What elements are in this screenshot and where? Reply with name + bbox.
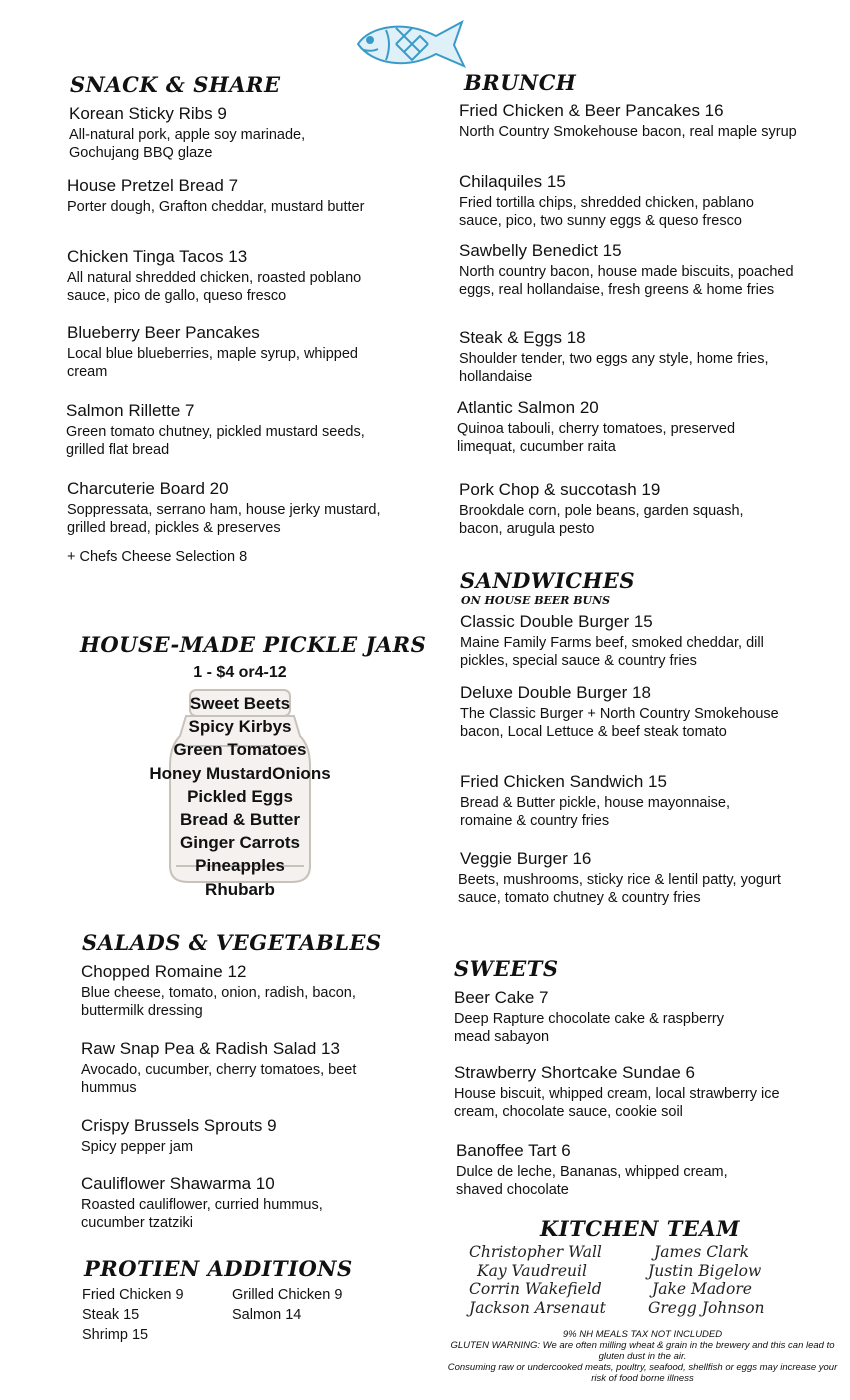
item-name: Deluxe Double Burger 18 (460, 683, 651, 702)
item-description: Quinoa tabouli, cherry tomatoes, preserved limequat, cucumber raita (457, 421, 736, 455)
item-name: Crispy Brussels Sprouts 9 (81, 1116, 277, 1135)
protein-item: Salmon 14 (232, 1307, 302, 1323)
pickle-item: Ginger Carrots (180, 833, 300, 853)
snack-item (67, 247, 377, 305)
snack-section-title: SNACK & SHARE (70, 72, 281, 97)
pickle-item: Rhubarb (205, 879, 275, 899)
team-member: Corrin Wakefield (469, 1280, 602, 1298)
item-name: Classic Double Burger 15 (460, 612, 653, 631)
item-description: The Classic Burger + North Country Smokehouse bacon, Local Lettuce & beef steak tomato (460, 706, 779, 740)
sweets-item (454, 1063, 794, 1121)
protein-section-title: PROTIEN ADDITIONS (84, 1256, 353, 1281)
gluten-warning: GLUTEN WARNING: We are often milling wheat & grain in the brewery and this can lead to gluten dust in the air. (450, 1340, 835, 1362)
brunch-item (459, 101, 799, 141)
item-description: House biscuit, whipped cream, local strawberry ice cream, chocolate sauce, cookie soil (454, 1086, 780, 1120)
item-name: Atlantic Salmon 20 (457, 398, 599, 417)
pickle-item: Spicy Kirbys (188, 717, 292, 737)
item-description: Porter dough, Grafton cheddar, mustard butter (67, 199, 365, 215)
protein-item: Steak 15 (82, 1307, 140, 1323)
kitchen-team-left (469, 1243, 606, 1317)
item-name: Chilaquiles 15 (459, 172, 566, 191)
item-description: Dulce de leche, Bananas, whipped cream, shaved chocolate (456, 1164, 728, 1198)
item-name: Blueberry Beer Pancakes (67, 323, 260, 342)
team-member: Kay Vaudreuil (477, 1261, 587, 1280)
item-name: Pork Chop & succotash 19 (459, 480, 661, 499)
item-name: Banoffee Tart 6 (456, 1141, 571, 1160)
item-name: Korean Sticky Ribs 9 (69, 104, 227, 123)
sweets-section-title: SWEETS (454, 956, 559, 981)
sandwich-item (460, 772, 780, 830)
cheese-selection-addon: + Chefs Cheese Selection 8 (67, 549, 248, 565)
snack-item (66, 401, 366, 459)
salad-item (81, 1174, 381, 1232)
team-member: Justin Bigelow (648, 1261, 762, 1280)
pickle-item: Bread & Butter (180, 810, 300, 830)
sandwiches-subtitle: ON HOUSE BEER BUNS (461, 594, 611, 607)
item-name: Steak & Eggs 18 (459, 328, 586, 347)
salad-item (81, 1116, 381, 1156)
item-name: Cauliflower Shawarma 10 (81, 1174, 275, 1193)
item-description: All natural shredded chicken, roasted poblano sauce, pico de gallo, queso fresco (67, 270, 362, 304)
kitchen-team-right (648, 1243, 765, 1317)
protein-item: Fried Chicken 9 (82, 1287, 184, 1303)
item-description: Roasted cauliflower, curried hummus, cucumber tzatziki (81, 1197, 323, 1231)
tax-notice: 9% NH MEALS TAX NOT INCLUDED (562, 1329, 723, 1340)
item-description: Avocado, cucumber, cherry tomatoes, beet hummus (81, 1062, 357, 1096)
snack-item (67, 479, 387, 537)
item-description: Spicy pepper jam (81, 1139, 194, 1155)
pickle-item: Pickled Eggs (187, 786, 293, 806)
raw-food-warning: Consuming raw or undercooked meats, poultry, seafood, shellfish or eggs may increase your risk of food borne illness (447, 1362, 838, 1384)
pickle-section-title: HOUSE-MADE PICKLE JARS (80, 632, 427, 657)
team-member: Jackson Arsenaut (469, 1298, 606, 1317)
item-description: Bread & Butter pickle, house mayonnaise, romaine & country fries (460, 795, 731, 829)
sandwich-item (460, 683, 800, 741)
pickle-item: Green Tomatoes (173, 740, 307, 760)
protein-list-right (232, 1285, 342, 1325)
item-name: Raw Snap Pea & Radish Salad 13 (81, 1039, 340, 1058)
pickle-list (130, 692, 350, 901)
item-name: Veggie Burger 16 (460, 849, 592, 868)
team-member: James Clark (654, 1243, 750, 1261)
footer-notice (445, 1329, 840, 1384)
brunch-item (457, 398, 777, 456)
item-name: Salmon Rillette 7 (66, 401, 195, 420)
team-member: Christopher Wall (469, 1243, 602, 1261)
protein-item: Shrimp 15 (82, 1327, 149, 1343)
snack-item (67, 176, 367, 216)
salad-item (81, 1039, 381, 1097)
item-name: Sawbelly Benedict 15 (459, 241, 622, 260)
brunch-item (459, 241, 799, 299)
item-description: North Country Smokehouse bacon, real maple syrup (459, 124, 797, 140)
sandwiches-section-title: SANDWICHES (460, 568, 635, 593)
sweets-item (454, 988, 764, 1046)
protein-item: Grilled Chicken 9 (232, 1287, 343, 1303)
team-member: Jake Madore (652, 1280, 752, 1298)
snack-item (69, 104, 369, 162)
item-name: Fried Chicken Sandwich 15 (460, 772, 667, 791)
kitchen-team-title: KITCHEN TEAM (540, 1216, 740, 1241)
sandwich-item (458, 849, 788, 907)
item-description: Shoulder tender, two eggs any style, home fries, hollandaise (459, 351, 769, 385)
item-description: Fried tortilla chips, shredded chicken, pablano sauce, pico, two sunny eggs & queso fresco (459, 195, 754, 229)
sweets-item (456, 1141, 766, 1199)
item-description: Deep Rapture chocolate cake & raspberry mead sabayon (454, 1011, 725, 1045)
pickle-price: 1 - $4 or4-12 (193, 664, 287, 681)
sandwich-item (460, 612, 800, 670)
item-name: House Pretzel Bread 7 (67, 176, 239, 195)
item-description: Green tomato chutney, pickled mustard seeds, grilled flat bread (66, 424, 365, 458)
pickle-item: Pineapples (195, 856, 285, 876)
item-description: Soppressata, serrano ham, house jerky mustard, grilled bread, pickles & preserves (67, 502, 381, 536)
snack-item (67, 323, 367, 381)
brunch-item (459, 328, 769, 386)
item-description: Local blue blueberries, maple syrup, whipped cream (67, 346, 358, 380)
salads-section-title: SALADS & VEGETABLES (82, 930, 382, 955)
item-name: Chopped Romaine 12 (81, 962, 247, 981)
item-name: Fried Chicken & Beer Pancakes 16 (459, 101, 724, 120)
item-name: Chicken Tinga Tacos 13 (67, 247, 248, 266)
item-name: Strawberry Shortcake Sundae 6 (454, 1063, 695, 1082)
item-description: All-natural pork, apple soy marinade, Gochujang BBQ glaze (69, 127, 306, 161)
fish-icon (352, 14, 472, 76)
brunch-item (459, 480, 779, 538)
team-member: Gregg Johnson (648, 1298, 765, 1317)
item-description: North country bacon, house made biscuits, poached eggs, real hollandaise, fresh greens & home fries (459, 264, 794, 298)
pickle-item: Honey MustardOnions (149, 763, 331, 783)
salad-item (81, 962, 391, 1020)
protein-list-left (82, 1285, 184, 1345)
item-name: Charcuterie Board 20 (67, 479, 229, 498)
item-name: Beer Cake 7 (454, 988, 549, 1007)
brunch-section-title: BRUNCH (464, 70, 577, 95)
item-description: Beets, mushrooms, sticky rice & lentil patty, yogurt sauce, tomato chutney & country fries (458, 872, 781, 906)
brunch-item (459, 172, 789, 230)
item-description: Blue cheese, tomato, onion, radish, bacon, buttermilk dressing (81, 985, 356, 1019)
item-description: Brookdale corn, pole beans, garden squash, bacon, arugula pesto (459, 503, 744, 537)
item-description: Maine Family Farms beef, smoked cheddar, dill pickles, special sauce & country fries (460, 635, 764, 669)
pickle-item: Sweet Beets (189, 694, 291, 713)
